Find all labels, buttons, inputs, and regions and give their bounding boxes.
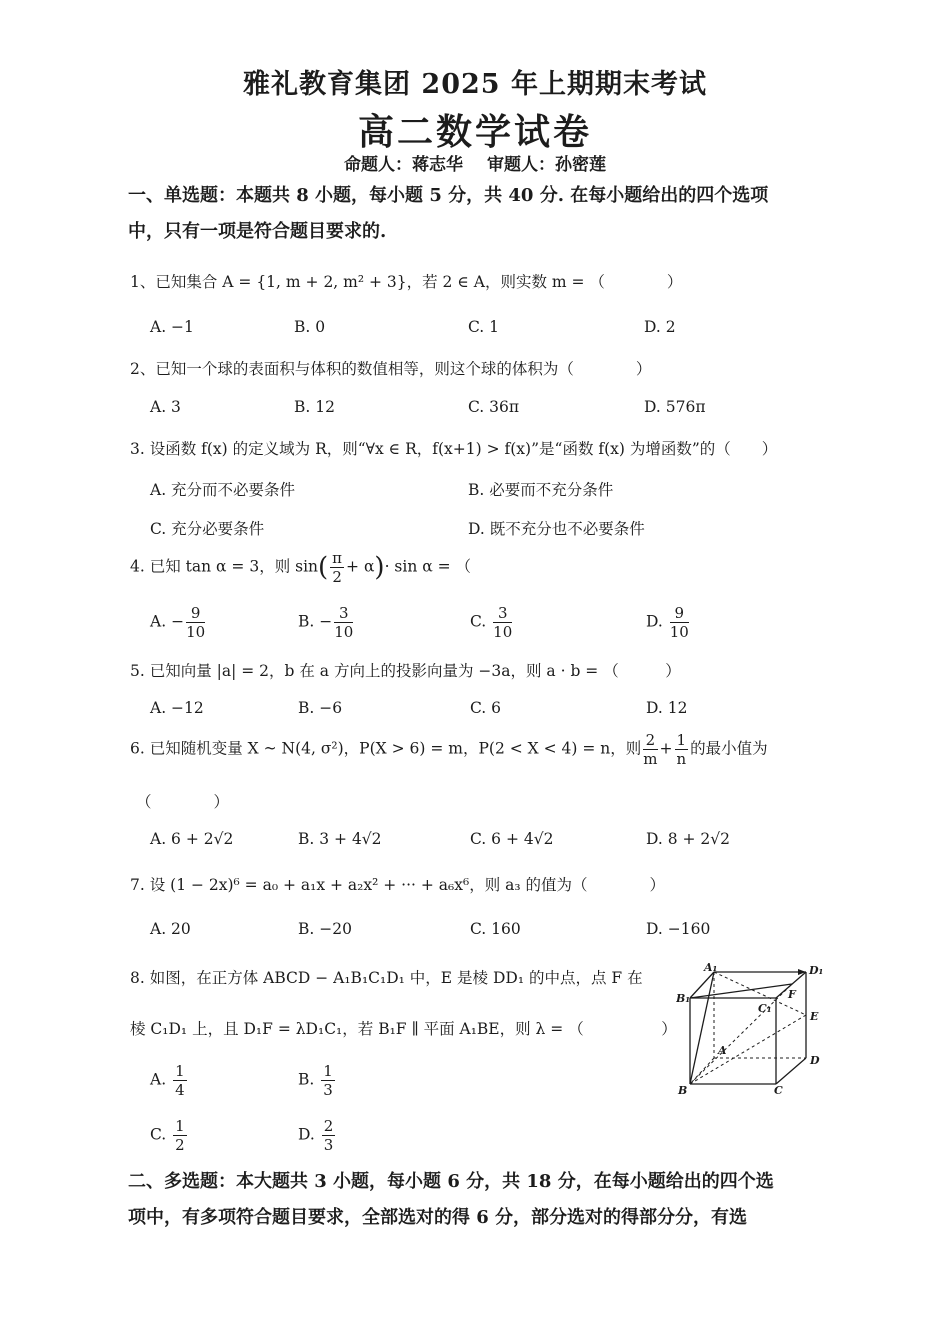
question-8-line2: 棱 C₁D₁ 上，且 D₁F = λD₁C₁，若 B₁F ∥ 平面 A₁BE，则 λ = （ ） [130, 1020, 677, 1038]
q3-option-d: D. 既不充分也不必要条件 [468, 520, 645, 538]
segment-b1f [690, 984, 792, 998]
q5-option-d: D. 12 [646, 699, 688, 717]
label-b1: B₁ [676, 992, 691, 1005]
q2-option-c: C. 36π [468, 398, 520, 416]
q5-option-c: C. 6 [470, 699, 502, 717]
q8-option-b: B. $\frac{1}{3}$ [298, 1062, 333, 1099]
segment-bf [690, 984, 792, 1084]
question-1: 1、已知集合 A = {1, m + 2, m² + 3}，若 2 ∈ A，则实数 m = （ ） [130, 273, 683, 291]
arrow-head [798, 969, 806, 975]
edge-cd [776, 1058, 806, 1084]
q7-option-a: A. 20 [150, 920, 191, 938]
q6-option-b: B. 3 + 4√2 [298, 830, 382, 848]
q1-option-a: A. −1 [150, 318, 194, 336]
q1-option-d: D. 2 [644, 318, 676, 336]
question-5: 5. 已知向量 |a| = 2，b 在 a 方向上的投影向量为 −3a，则 a · b = （ ） [130, 662, 681, 680]
edge-a1b1 [690, 972, 714, 998]
q7-option-d: D. −160 [646, 920, 711, 938]
label-d: D [810, 1054, 820, 1067]
edge-ab [690, 1058, 714, 1084]
q2-option-a: A. 3 [150, 398, 181, 416]
question-6: 6. 已知随机变量 X ~ N(4, σ²)，P(X > 6) = m，P(2 < X < 4) = n，则 $\frac{2}{m}$ + $\frac{1}{n}$ 的最小值为 [130, 731, 768, 768]
label-c1: C₁ [758, 1002, 772, 1015]
q5-option-b: B. −6 [298, 699, 343, 717]
q3-option-c: C. 充分必要条件 [150, 520, 265, 538]
q2-option-b: B. 12 [294, 398, 335, 416]
q5-option-a: A. −12 [150, 699, 204, 717]
q6-option-d: D. 8 + 2√2 [646, 830, 731, 848]
exam-authors: 命题人：蒋志华 审题人：孙密莲 [344, 155, 606, 175]
q8-option-d: D. $\frac{2}{3}$ [298, 1117, 334, 1154]
q3-option-a: A. 充分而不必要条件 [150, 481, 296, 499]
question-4: 4. 已知 tan α = 3，则 sin( $\frac{\pi}{2}$ + α)· sin α = （ [130, 549, 472, 586]
label-d1: D₁ [809, 964, 824, 977]
question-7: 7. 设 (1 − 2x)⁶ = a₀ + a₁x + a₂x² + ··· + a₆x⁶，则 a₃ 的值为（ ） [130, 876, 666, 894]
section1-heading: 一、单选题：本题共 8 小题，每小题 5 分，共 40 分. 在每小题给出的四个选项 中，只有一项是符合题目要求的. [128, 185, 769, 242]
q4-pi-over-2: $\frac{\pi}{2}$ [332, 549, 343, 586]
q6-option-c: C. 6 + 4√2 [470, 830, 554, 848]
q7-option-b: B. −20 [298, 920, 352, 938]
label-a1: A₁ [704, 962, 718, 974]
question-2: 2、已知一个球的表面积与体积的数值相等，则这个球的体积为（ ） [130, 360, 652, 378]
question-8: 8. 如图，在正方体 ABCD − A₁B₁C₁D₁ 中，E 是棱 DD₁ 的中点，点 F 在 [130, 969, 643, 987]
label-b: B [678, 1084, 688, 1097]
label-e: E [810, 1010, 819, 1023]
exam-subtitle: 高二数学试卷 [357, 111, 592, 153]
q4-option-d: D. $\frac{9}{10}$ [646, 604, 689, 641]
cube-diagram [676, 962, 826, 1102]
q8-option-c: C. $\frac{1}{2}$ [150, 1117, 185, 1154]
q7-option-c: C. 160 [470, 920, 521, 938]
question-6-blank: （ ） [136, 793, 230, 811]
cube-figure [676, 962, 826, 1102]
q3-option-b: B. 必要而不充分条件 [468, 481, 614, 499]
segment-a1b [690, 972, 714, 1084]
exam-title: 雅礼教育集团 2025 年上期期末考试 [243, 69, 707, 100]
q6-option-a: A. 6 + 2√2 [150, 830, 234, 848]
section2-heading: 二、多选题：本大题共 3 小题，每小题 6 分，共 18 分，在每小题给出的四个选 项中，有多项符合题目要求，全部选对的得 6 分，部分选对的得部分分，有选 [128, 1171, 774, 1228]
q1-option-c: C. 1 [468, 318, 500, 336]
q4-option-b: B. − $\frac{3}{10}$ [298, 604, 354, 641]
q2-option-d: D. 576π [644, 398, 706, 416]
label-c: C [774, 1084, 783, 1097]
q8-option-a: A. $\frac{1}{4}$ [150, 1062, 185, 1099]
label-a: A [718, 1044, 727, 1057]
q4-option-c: C. $\frac{3}{10}$ [470, 604, 513, 641]
question-3: 3. 设函数 f(x) 的定义域为 R，则“∀x ∈ R，f(x+1) > f(x)”是“函数 f(x) 为增函数”的（ ） [130, 440, 778, 458]
q1-option-b: B. 0 [294, 318, 326, 336]
q4-option-a: A. − $\frac{9}{10}$ [150, 604, 206, 641]
label-f: F [788, 988, 796, 1001]
